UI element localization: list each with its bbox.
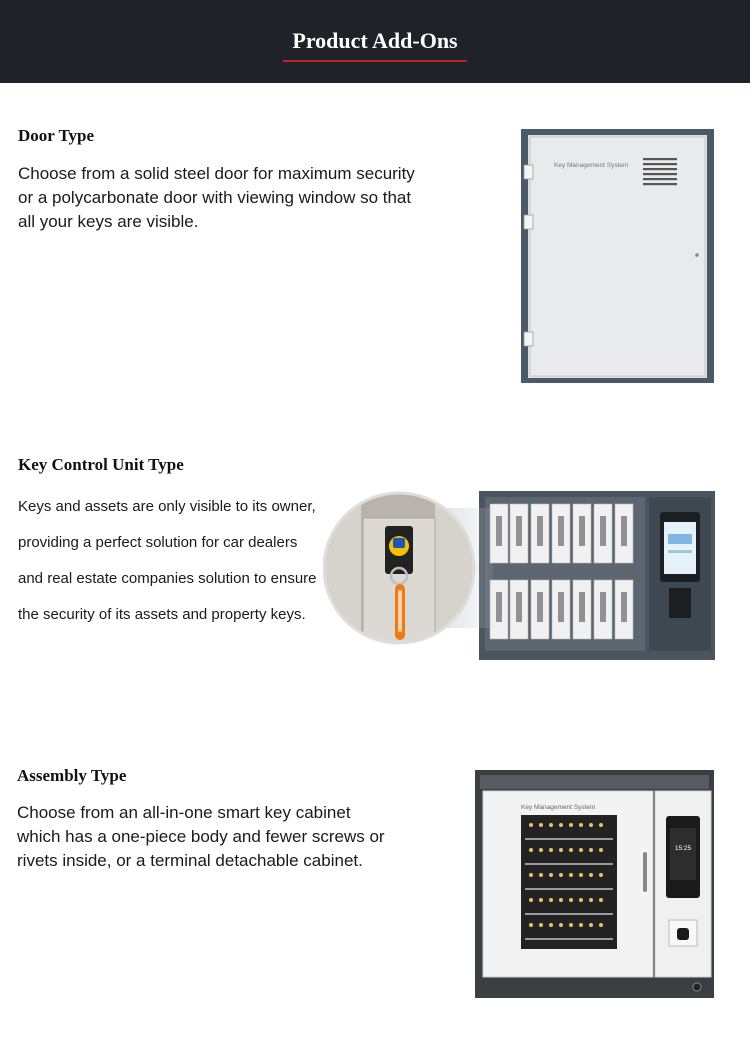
card-reader xyxy=(669,588,691,618)
key-control-description: Keys and assets are only visible to its owner, providing a perfect solution for car dealers and real estate companies solution to ensure the security of its assets and property keys. xyxy=(18,498,317,623)
steel-door-cabinet-image xyxy=(521,129,714,383)
key-window xyxy=(521,815,617,949)
assembly-type-title: Assembly Type xyxy=(17,766,127,785)
page-header xyxy=(0,0,750,83)
cabinet-label: Key Management System xyxy=(554,162,629,169)
fingerprint-reader xyxy=(677,928,689,940)
key-control-title: Key Control Unit Type xyxy=(18,455,184,474)
door-type-title: Door Type xyxy=(18,126,95,145)
title-underline xyxy=(283,60,467,62)
screen-time: 15:25 xyxy=(674,845,692,852)
assembly-type-description: Choose from an all-in-one smart key cabinet which has a one-piece body and fewer screws or rivets inside, or a terminal detachable cabinet. xyxy=(17,803,385,870)
page-title: Product Add-Ons xyxy=(292,28,458,53)
lock-keyhole xyxy=(693,983,701,991)
all-in-one-cabinet-image xyxy=(475,770,714,998)
door-type-description: Choose from a solid steel door for maximum security or a polycarbonate door with viewing window so that all your keys are visible. xyxy=(18,164,415,231)
assembly-cabinet-label: Key Management System xyxy=(521,804,596,811)
key-control-unit-image xyxy=(323,488,715,660)
cabinet-handle xyxy=(643,852,647,892)
